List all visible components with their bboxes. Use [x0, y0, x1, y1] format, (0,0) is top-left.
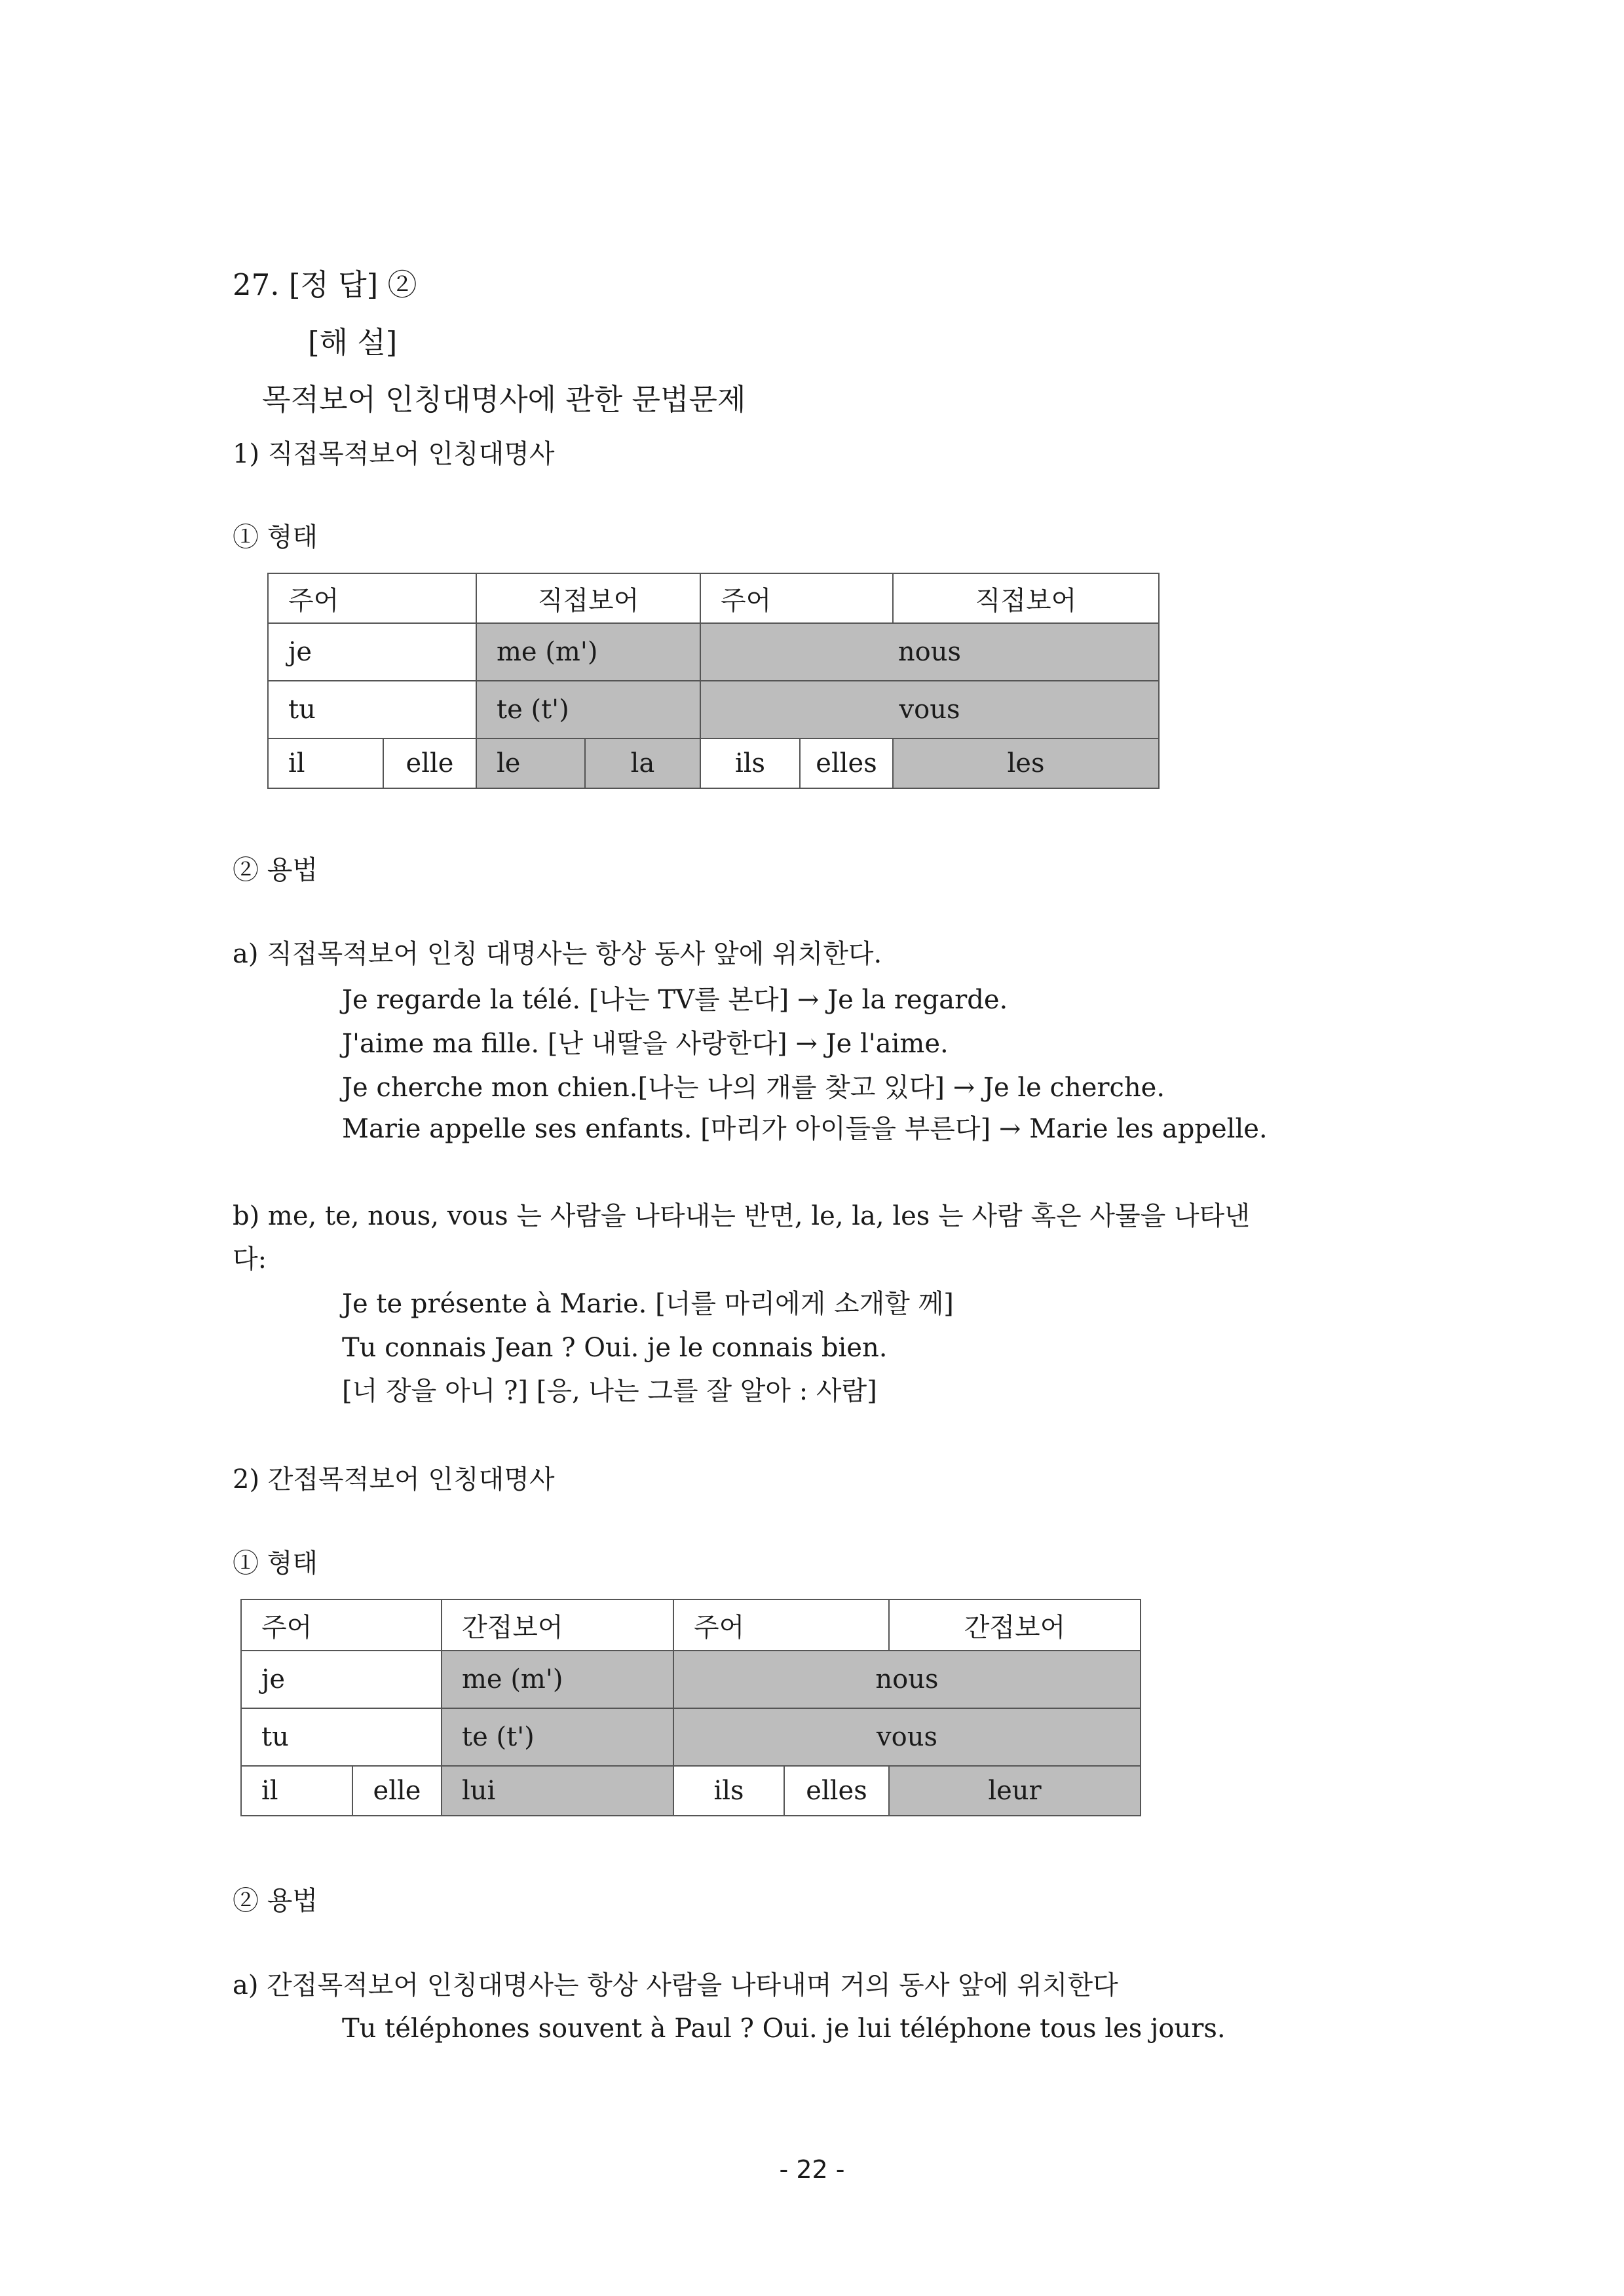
header-subject: 주어 [241, 1599, 442, 1651]
object-cell: les [893, 738, 1159, 788]
table-row [241, 1651, 1141, 1708]
section2-usage-label: ② 용법 [233, 1886, 318, 1916]
subject-cell: je [268, 623, 476, 681]
subject-cell: tu [268, 681, 476, 738]
answer-heading: 27. [정 답] ② [233, 267, 417, 302]
indirect-object-pronoun-table [240, 1599, 1141, 1816]
table-row [241, 1708, 1141, 1766]
object-cell: vous [673, 1708, 1141, 1766]
example-line: Marie appelle ses enfants. [마리가 아이들을 부른다] → Marie les appelle. [342, 1114, 1268, 1144]
header-indirect-object: 간접보어 [442, 1599, 673, 1651]
section1-form-label: ① 형태 [233, 522, 318, 552]
header-direct-object: 직접보어 [893, 573, 1159, 623]
header-indirect-object: 간접보어 [889, 1599, 1141, 1651]
header-direct-object: 직접보어 [476, 573, 700, 623]
table-row [268, 738, 1159, 788]
example-line: J'aime ma fille. [난 내딸을 사랑한다] → Je l'aime. [342, 1029, 949, 1059]
subject-cell: elles [784, 1766, 889, 1816]
explanation-label: [해 설] [308, 325, 398, 360]
example-line: Je te présente à Marie. [너를 마리에게 소개할 께] [342, 1289, 954, 1319]
subject-cell: elle [352, 1766, 442, 1816]
header-subject: 주어 [673, 1599, 889, 1651]
section1-usage-label: ② 용법 [233, 855, 318, 885]
header-subject: 주어 [268, 573, 476, 623]
rule-a: a) 직접목적보어 인칭 대명사는 항상 동사 앞에 위치한다. [233, 939, 882, 969]
object-cell: nous [673, 1651, 1141, 1708]
object-cell: nous [700, 623, 1159, 681]
example-line: [너 장을 아니 ?] [응, 나는 그를 잘 알아 : 사람] [342, 1376, 877, 1406]
subject-cell: ils [700, 738, 800, 788]
section2-form-label: ① 형태 [233, 1548, 318, 1578]
example-line: Tu connais Jean ? Oui. je le connais bien. [342, 1333, 888, 1363]
rule-b-continued: 다: [233, 1244, 267, 1274]
subject-cell: tu [241, 1708, 442, 1766]
subject-cell: il [241, 1766, 352, 1816]
topic-title: 목적보어 인칭대명사에 관한 문법문제 [262, 382, 746, 417]
subject-cell: je [241, 1651, 442, 1708]
rule-a-indirect: a) 간접목적보어 인칭대명사는 항상 사람을 나타내며 거의 동사 앞에 위치한다 [233, 1970, 1118, 2000]
direct-object-pronoun-table [267, 573, 1160, 789]
object-cell: te (t') [442, 1708, 673, 1766]
subject-cell: ils [673, 1766, 784, 1816]
table-row [268, 623, 1159, 681]
subject-cell: elles [800, 738, 893, 788]
object-cell: vous [700, 681, 1159, 738]
table-header-row [241, 1599, 1141, 1651]
object-cell: me (m') [476, 623, 700, 681]
object-cell: le [476, 738, 585, 788]
object-cell: leur [889, 1766, 1141, 1816]
example-line: Je cherche mon chien.[나는 나의 개를 찾고 있다] → Je le cherche. [342, 1073, 1165, 1103]
header-subject: 주어 [700, 573, 893, 623]
section2-title: 2) 간접목적보어 인칭대명사 [233, 1464, 555, 1495]
example-line: Je regarde la télé. [나는 TV를 본다] → Je la regarde. [342, 985, 1008, 1015]
object-cell: la [585, 738, 700, 788]
object-cell: te (t') [476, 681, 700, 738]
object-cell: me (m') [442, 1651, 673, 1708]
table-row [241, 1766, 1141, 1816]
page-number: - 22 - [779, 2155, 845, 2184]
example-line: Tu téléphones souvent à Paul ? Oui. je lui téléphone tous les jours. [342, 2014, 1226, 2044]
table-row [268, 681, 1159, 738]
table-header-row [268, 573, 1159, 623]
subject-cell: elle [383, 738, 476, 788]
rule-b: b) me, te, nous, vous 는 사람을 나타내는 반면, le, la, les 는 사람 혹은 사물을 나타낸 [233, 1201, 1250, 1231]
subject-cell: il [268, 738, 383, 788]
section1-title: 1) 직접목적보어 인칭대명사 [233, 439, 555, 469]
object-cell: lui [442, 1766, 673, 1816]
